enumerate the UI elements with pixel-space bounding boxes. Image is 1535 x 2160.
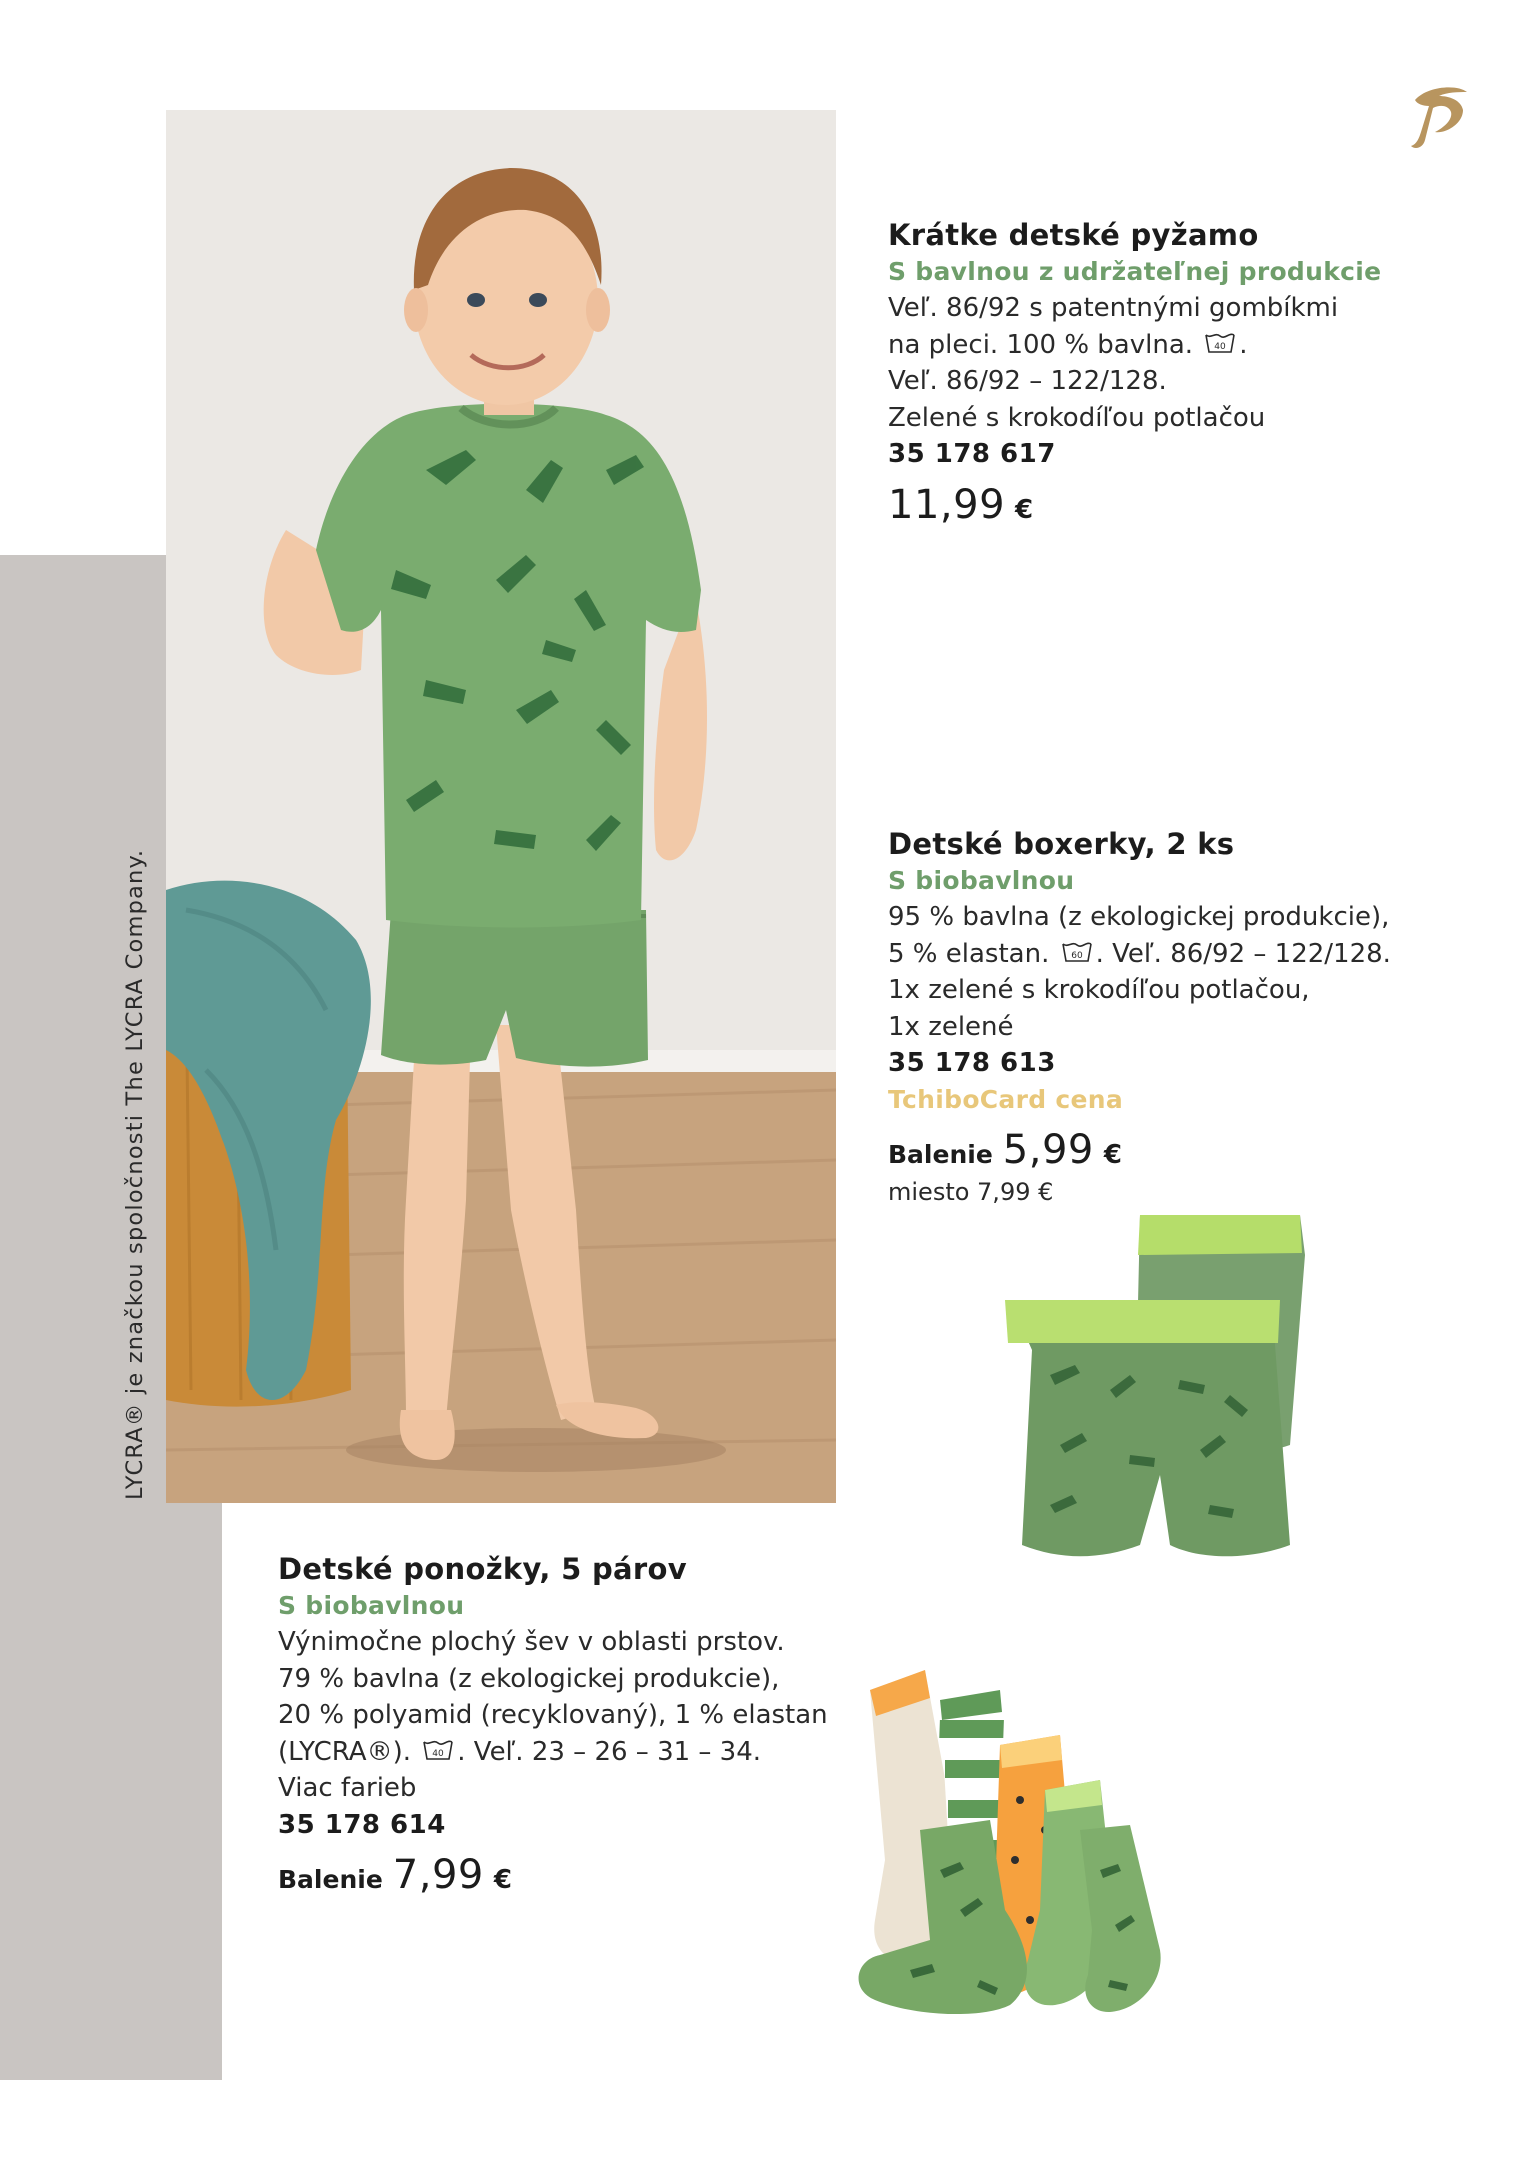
price-row (888, 1127, 1391, 1174)
product-description: 95 % bavlna (z ekologickej produkcie), (888, 902, 1390, 932)
product-title: Detské boxerky, 2 ks (888, 827, 1235, 861)
wash-40-icon (421, 1737, 455, 1763)
product-description: (LYCRA®). 40 . Veľ. 23 – 26 – 31 – 34. (278, 1736, 762, 1767)
product-description: Veľ. 86/92 s patentnými gombíkmi (888, 293, 1339, 323)
product-pajamas (888, 217, 1381, 528)
original-price: miesto 7,99 € (888, 1177, 1054, 1206)
product-boxers (888, 826, 1391, 1210)
wash-temperature: 40 (432, 1748, 444, 1759)
wash-40-icon (1203, 330, 1237, 356)
product-description: Výnimočne plochý šev v oblasti prstov. (278, 1627, 785, 1657)
product-color: Viac farieb (278, 1773, 417, 1803)
wash-temperature: 60 (1070, 950, 1083, 961)
price-value: 7,99 (392, 1852, 484, 1898)
price-currency: € (1103, 1140, 1122, 1170)
product-socks (278, 1551, 828, 1899)
price-row (888, 481, 1381, 529)
wash-60-icon (1060, 939, 1094, 965)
product-color: 1x zelené (888, 1011, 1014, 1042)
product-image-socks (830, 1660, 1175, 2020)
tchibo-logo-icon (1405, 78, 1475, 156)
product-sku: 35 178 613 (888, 1048, 1056, 1078)
product-description: 79 % bavlna (z ekologickej produkcie), (278, 1663, 780, 1694)
product-description: 20 % polyamid (recyklovaný), 1 % elastan (278, 1700, 828, 1730)
product-subtitle: S biobavlnou (888, 865, 1075, 895)
product-photo-child-pajamas (166, 110, 836, 1503)
product-title: Krátke detské pyžamo (888, 218, 1259, 252)
pack-label: Balenie (278, 1865, 383, 1894)
wash-temperature: 40 (1214, 341, 1227, 352)
product-description: 5 % elastan. 60 . Veľ. 86/92 – 122/128. (888, 938, 1391, 969)
tchibocard-price-label: TchiboCard cena (888, 1084, 1124, 1114)
lycra-trademark-note: LYCRA® je značkou spoločnosti The LYCRA Company. (122, 848, 148, 1500)
product-subtitle: S bavlnou z udržateľnej produkcie (888, 256, 1382, 286)
pack-label: Balenie (888, 1140, 993, 1169)
product-image-boxers (960, 1215, 1330, 1585)
product-color: Zelené s krokodíľou potlačou (888, 402, 1266, 433)
product-subtitle: S biobavlnou (278, 1590, 465, 1620)
price-currency: € (493, 1865, 512, 1895)
product-description: na pleci. 100 % bavlna. 40 . (888, 329, 1248, 360)
product-sizes: Veľ. 86/92 – 122/128. (888, 366, 1167, 396)
price-value: 5,99 (1002, 1127, 1094, 1173)
product-sku: 35 178 617 (888, 439, 1056, 469)
product-color: 1x zelené s krokodíľou potlačou, (888, 975, 1310, 1005)
price-row (278, 1852, 828, 1899)
price-value: 11,99 (888, 481, 1006, 528)
product-sku: 35 178 614 (278, 1809, 446, 1840)
price-currency: € (1015, 494, 1034, 525)
product-title: Detské ponožky, 5 párov (278, 1552, 687, 1586)
